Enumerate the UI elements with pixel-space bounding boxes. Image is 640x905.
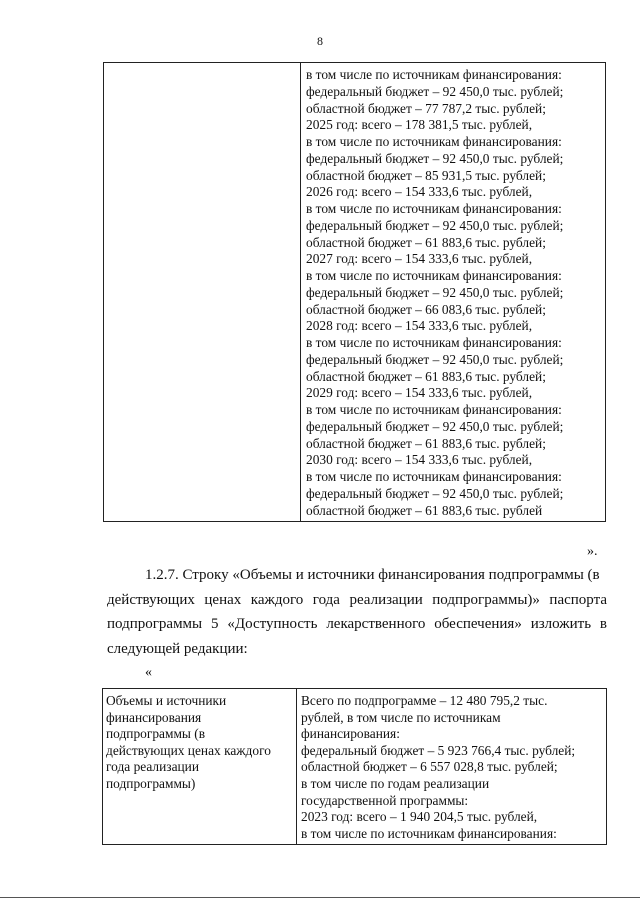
funding-line: в том числе по источникам финансирования:: [306, 402, 562, 417]
paragraph-line: 1.2.7. Строку «Объемы и источники финансирования подпрограммы (в: [145, 567, 600, 583]
paragraph-line: подпрограммы 5 «Доступность лекарственного обеспечения» изложить в: [107, 616, 607, 632]
funding-line: областной бюджет – 61 883,6 тыс. рублей;: [306, 234, 546, 250]
value-line: в том числе по источникам финансирования:: [301, 825, 557, 841]
value-line: государственной программы:: [301, 792, 469, 808]
page-number: 8: [317, 34, 323, 48]
amendment-paragraph: [107, 563, 607, 661]
funding-line: 2027 год: всего – 154 333,6 тыс. рублей,: [306, 251, 533, 267]
funding-line: областной бюджет – 61 883,6 тыс. рублей;: [306, 435, 546, 451]
funding-line: в том числе по источникам финансирования:: [306, 67, 562, 82]
table-label-cell: [103, 689, 297, 845]
funding-line: федеральный бюджет – 92 450,0 тыс. рублей;: [306, 217, 564, 233]
funding-line: областной бюджет – 85 931,5 тыс. рублей;: [306, 167, 546, 183]
funding-line: областной бюджет – 61 883,6 тыс. рублей: [306, 502, 543, 518]
funding-table-continued: [103, 62, 606, 522]
funding-line: в том числе по источникам финансирования:: [306, 335, 562, 350]
value-line: Всего по подпрограмме – 12 480 795,2 тыс.: [301, 693, 548, 708]
funding-line: 2026 год: всего – 154 333,6 тыс. рублей,: [306, 184, 533, 200]
funding-line: в том числе по источникам финансирования:: [306, 134, 562, 149]
label-line: финансирования: [106, 709, 202, 725]
label-line: подпрограммы): [106, 775, 196, 791]
value-line: финансирования:: [301, 726, 400, 742]
value-line: областной бюджет – 6 557 028,8 тыс. рублей;: [301, 759, 558, 775]
funding-line: 2028 год: всего – 154 333,6 тыс. рублей,: [306, 318, 533, 334]
paragraph-line: следующей редакции:: [107, 640, 248, 657]
value-line: 2023 год: всего – 1 940 204,5 тыс. рублей,: [301, 809, 538, 825]
funding-line: 2030 год: всего – 154 333,6 тыс. рублей,: [306, 452, 533, 468]
label-line: Объемы и источники: [106, 693, 227, 708]
funding-line: 2029 год: всего – 154 333,6 тыс. рублей,: [306, 385, 533, 401]
funding-line: федеральный бюджет – 92 450,0 тыс. рублей;: [306, 351, 564, 367]
value-line: в том числе по годам реализации: [301, 775, 490, 791]
table-right-cell: [301, 63, 606, 522]
value-line: рублей, в том числе по источникам: [301, 709, 501, 725]
opening-quote: «: [145, 665, 152, 680]
funding-line: 2025 год: всего – 178 381,5 тыс. рублей,: [306, 117, 533, 133]
funding-line: областной бюджет – 61 883,6 тыс. рублей;: [306, 368, 546, 384]
paragraph-line: действующих ценах каждого года реализации подпрограммы)» паспорта: [107, 591, 607, 608]
closing-quote: ».: [587, 544, 598, 559]
label-line: действующих ценах каждого: [106, 742, 271, 758]
funding-line: федеральный бюджет – 92 450,0 тыс. рублей;: [306, 150, 564, 166]
subprogram-funding-table: [102, 688, 607, 845]
funding-line: федеральный бюджет – 92 450,0 тыс. рублей;: [306, 284, 564, 300]
value-line: федеральный бюджет – 5 923 766,4 тыс. рублей;: [301, 742, 576, 758]
label-line: подпрограммы (в: [106, 726, 206, 742]
funding-line: областной бюджет – 66 083,6 тыс. рублей;: [306, 301, 546, 317]
funding-line: федеральный бюджет – 92 450,0 тыс. рублей;: [306, 83, 564, 99]
bottom-edge-line: [0, 897, 640, 898]
funding-line: в том числе по источникам финансирования:: [306, 469, 562, 484]
funding-line: федеральный бюджет – 92 450,0 тыс. рублей;: [306, 418, 564, 434]
table-value-cell: [297, 689, 607, 845]
funding-line: в том числе по источникам финансирования:: [306, 201, 562, 216]
label-line: года реализации: [106, 759, 200, 775]
funding-line: областной бюджет – 77 787,2 тыс. рублей;: [306, 100, 546, 116]
funding-line: в том числе по источникам финансирования:: [306, 268, 562, 283]
funding-line: федеральный бюджет – 92 450,0 тыс. рублей;: [306, 485, 564, 501]
table-left-cell: [104, 63, 301, 522]
